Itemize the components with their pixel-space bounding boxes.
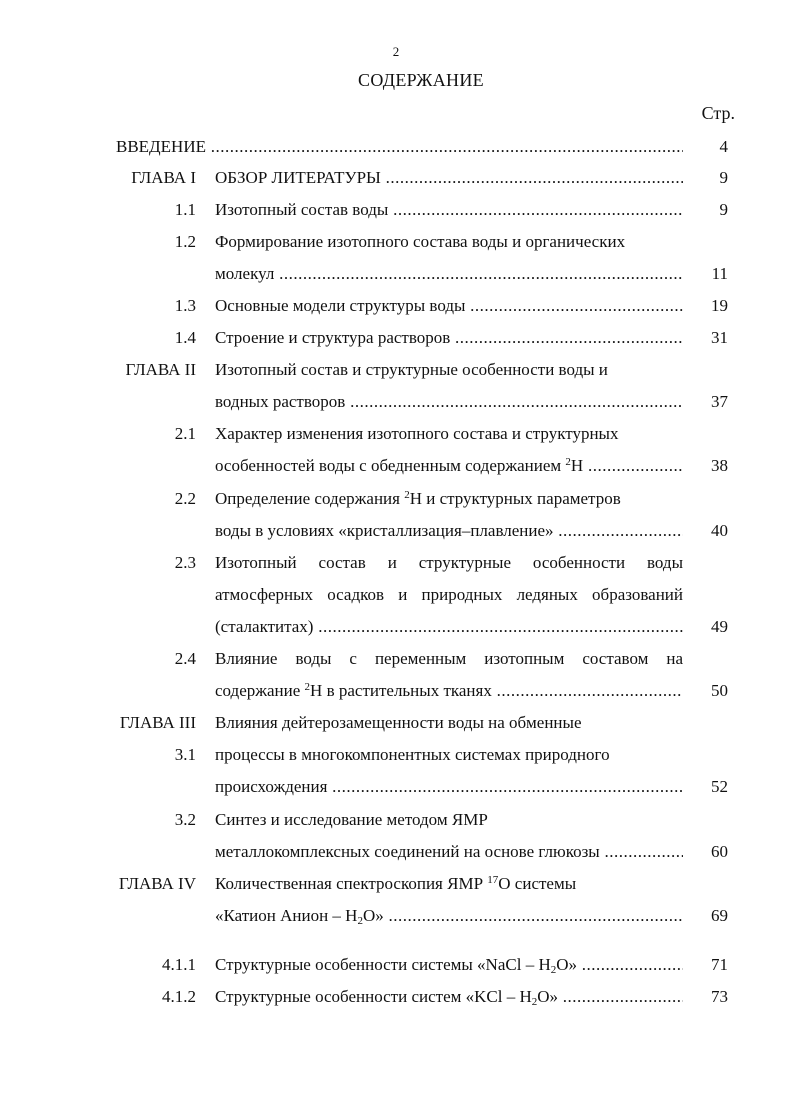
toc-entry-title: Формирование изотопного состава воды и органических <box>215 232 626 251</box>
toc-row <box>0 983 792 1011</box>
toc-entry-text <box>215 645 683 673</box>
toc-entry-text <box>215 485 683 513</box>
toc-entry-title: Структурные особенности системы «NaCl – Н <box>215 955 551 974</box>
toc-row <box>0 388 792 416</box>
toc-row <box>0 228 792 256</box>
toc-row <box>0 260 792 288</box>
toc-page-number: 71 <box>711 955 728 974</box>
toc-label: 1.3 <box>174 296 196 315</box>
page-column-header: Стр. <box>701 103 735 123</box>
toc-entry-text <box>215 452 683 480</box>
toc-entry-title-cont: О системы <box>498 874 577 893</box>
toc-page-number: 11 <box>711 264 728 283</box>
toc-label: 1.4 <box>174 328 196 347</box>
toc-label: 1.1 <box>174 200 196 219</box>
toc-entry-text <box>215 773 683 801</box>
toc-page-number: 73 <box>711 987 728 1006</box>
toc-entry-title: Влияния дейтерозамещенности воды на обменные <box>215 713 582 732</box>
toc-row <box>0 613 792 641</box>
toc-row <box>0 356 792 384</box>
toc-entry-text <box>215 260 683 288</box>
toc-row <box>0 838 792 866</box>
toc-entry-title: ВВЕДЕНИЕ <box>116 137 206 156</box>
toc-row <box>0 133 792 161</box>
toc-entry-title: Синтез и исследование методом ЯМР <box>215 810 488 829</box>
toc-label: 4.1.2 <box>162 987 196 1006</box>
toc-entry-title: Влияние воды с переменным изотопным составом на <box>215 649 683 668</box>
toc-entry-title-cont: О» <box>537 987 559 1006</box>
toc-entry-title-cont: О» <box>556 955 577 974</box>
toc-entry-title: Изотопный состав воды <box>215 200 389 219</box>
toc-row <box>0 581 792 609</box>
toc-entry-text <box>215 870 683 898</box>
superscript: 2 <box>565 456 571 468</box>
toc-label: ГЛАВА II <box>125 360 196 379</box>
superscript: 2 <box>404 489 410 501</box>
toc-page-number: 52 <box>711 777 728 796</box>
toc-entry-text <box>215 388 683 416</box>
toc-row <box>0 806 792 834</box>
toc-row <box>0 741 792 769</box>
subscript: 2 <box>531 996 538 1008</box>
toc-entry-title: Изотопный состав и структурные особенности воды <box>215 553 683 572</box>
toc-entry-title: ОБЗОР ЛИТЕРАТУРЫ <box>215 168 381 187</box>
toc-entry-text <box>215 902 683 930</box>
toc-entry-text <box>215 741 683 769</box>
toc-page-number: 49 <box>711 617 728 636</box>
page-number: 2 <box>392 44 400 59</box>
toc-label: 2.2 <box>174 489 196 508</box>
toc-entry-text <box>215 709 683 737</box>
toc-entry-title-cont: Н и структурных параметров <box>409 489 621 508</box>
toc-page-number: 50 <box>711 681 728 700</box>
toc-entry-title: особенностей воды с обедненным содержанием <box>215 456 566 475</box>
toc-entry-title: атмосферных осадков и природных ледяных образований <box>215 585 683 604</box>
toc-page-number: 19 <box>711 296 728 315</box>
toc-row <box>0 196 792 224</box>
toc-entry-text <box>215 838 683 866</box>
toc-entry-text <box>215 517 683 545</box>
toc-entry-title-cont: Н <box>570 456 584 475</box>
toc-page-number: 38 <box>711 456 728 475</box>
toc-entry-text <box>215 228 683 256</box>
toc-label: 2.4 <box>174 649 196 668</box>
toc-entry-title: Строение и структура растворов <box>215 328 451 347</box>
toc-entry-text <box>215 951 683 979</box>
toc-entry-text <box>215 581 683 609</box>
toc-entry-title: процессы в многокомпонентных системах природного <box>215 745 610 764</box>
toc-page-number: 37 <box>711 392 728 411</box>
toc-row <box>0 292 792 320</box>
toc-entry-text <box>215 677 683 705</box>
toc-page-number: 40 <box>711 521 728 540</box>
toc-entry-text <box>215 196 683 224</box>
toc-page-number: 69 <box>711 906 728 925</box>
toc-row <box>0 517 792 545</box>
toc-entry-title: водных растворов <box>215 392 346 411</box>
toc-entry-text <box>215 983 683 1011</box>
subscript: 2 <box>550 964 557 976</box>
superscript: 2 <box>304 681 311 693</box>
toc-entry-title: Структурные особенности систем «KCl – Н <box>215 987 532 1006</box>
toc-row <box>0 709 792 737</box>
toc-entry-text <box>215 164 683 192</box>
toc-entry-title: происхождения <box>215 777 328 796</box>
toc-row <box>0 951 792 979</box>
toc-entry-text <box>215 324 683 352</box>
superscript: 17 <box>487 874 499 886</box>
toc-page-number: 9 <box>719 200 728 219</box>
toc-row <box>0 420 792 448</box>
toc-entry-title: (сталактитах) <box>215 617 314 636</box>
toc-row <box>0 870 792 898</box>
toc-entry-title: Количественная спектроскопия ЯМР <box>215 874 488 893</box>
toc-label: 3.1 <box>174 745 196 764</box>
subscript: 2 <box>357 915 363 927</box>
toc-entry-text <box>215 420 683 448</box>
toc-entry-title: «Катион Анион – Н <box>215 906 358 925</box>
toc-entry-title: молекул <box>215 264 275 283</box>
toc-label: 4.1.1 <box>162 955 196 974</box>
toc-entry-title: Определение содержания <box>215 489 405 508</box>
toc-label: ГЛАВА IV <box>118 874 196 893</box>
toc-row <box>0 549 792 577</box>
toc-row <box>0 773 792 801</box>
toc-entry-title: металлокомплексных соединений на основе глюкозы <box>215 842 600 861</box>
toc-label: 1.2 <box>174 232 196 251</box>
toc-entry-title: Основные модели структуры воды <box>215 296 466 315</box>
toc-page-number: 60 <box>711 842 728 861</box>
toc-label: 2.3 <box>174 553 196 572</box>
toc-entry-text <box>116 133 683 161</box>
toc-entry-title-cont: О» <box>362 906 384 925</box>
toc-entry-text <box>215 549 683 577</box>
toc-entry-title: содержание <box>215 681 305 700</box>
toc-page-number: 31 <box>711 328 728 347</box>
toc-page-number: 9 <box>719 168 728 187</box>
toc-entry-title-cont: Н в растительных тканях <box>310 681 492 700</box>
toc-label: ГЛАВА I <box>131 168 196 187</box>
toc-row <box>0 324 792 352</box>
toc-entry-text <box>215 356 683 384</box>
toc-entry-title: Изотопный состав и структурные особенности воды и <box>215 360 608 379</box>
toc-entry-title: воды в условиях «кристаллизация–плавление» <box>215 521 554 540</box>
toc-row <box>0 452 792 480</box>
toc-entry-text <box>215 613 683 641</box>
toc-entry-text <box>215 292 683 320</box>
toc-entry-title: Характер изменения изотопного состава и структурных <box>215 424 619 443</box>
toc-label: 3.2 <box>174 810 196 829</box>
toc-label: 2.1 <box>174 424 196 443</box>
toc-row <box>0 902 792 930</box>
toc-row <box>0 485 792 513</box>
toc-page-number: 4 <box>719 137 728 156</box>
toc-row <box>0 164 792 192</box>
toc-row <box>0 645 792 673</box>
toc-entry-text <box>215 806 683 834</box>
page-title: СОДЕРЖАНИЕ <box>358 70 484 90</box>
toc-label: ГЛАВА III <box>119 713 196 732</box>
toc-row <box>0 677 792 705</box>
